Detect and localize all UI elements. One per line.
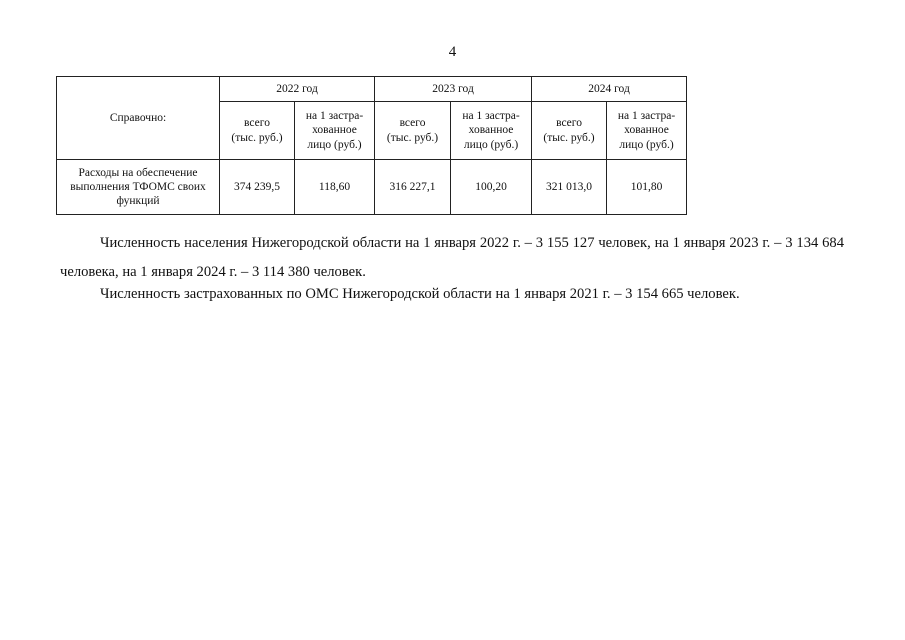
subheader-total-2023: всего (тыс. руб.) xyxy=(375,102,451,160)
subheader-total-2022: всего (тыс. руб.) xyxy=(220,102,295,160)
insured-paragraph: Численность застрахованных по ОМС Нижегородской области на 1 января 2021 г. – 3 154 665 человек. xyxy=(100,286,740,302)
subheader-per-insured-2024: на 1 застра- хованное лицо (руб.) xyxy=(607,102,687,160)
reference-table xyxy=(56,76,687,215)
population-paragraph: Численность населения Нижегородской области на 1 января 2022 г. – 3 155 127 человек, на 1 января 2023 г. – 3 134 684 человека, на 1 января 2024 г. – 3 114 380 человек. xyxy=(60,235,844,280)
value-per-insured-2023: 100,20 xyxy=(451,160,532,215)
table-header-row xyxy=(57,77,687,102)
value-total-2022: 374 239,5 xyxy=(220,160,295,215)
year-header-2023: 2023 год xyxy=(375,77,532,102)
table-row xyxy=(57,160,687,215)
page-number: 4 xyxy=(448,44,457,60)
value-per-insured-2024: 101,80 xyxy=(607,160,687,215)
row-label: Расходы на обеспечение выполнения ТФОМС своих функций xyxy=(57,160,220,215)
subheader-per-insured-2023: на 1 застра- хованное лицо (руб.) xyxy=(451,102,532,160)
subheader-per-insured-2022: на 1 застра- хованное лицо (руб.) xyxy=(295,102,375,160)
year-header-2022: 2022 год xyxy=(220,77,375,102)
table-header-label: Справочно: xyxy=(57,77,220,160)
year-header-2024: 2024 год xyxy=(532,77,687,102)
subheader-total-2024: всего (тыс. руб.) xyxy=(532,102,607,160)
value-per-insured-2022: 118,60 xyxy=(295,160,375,215)
value-total-2023: 316 227,1 xyxy=(375,160,451,215)
value-total-2024: 321 013,0 xyxy=(532,160,607,215)
